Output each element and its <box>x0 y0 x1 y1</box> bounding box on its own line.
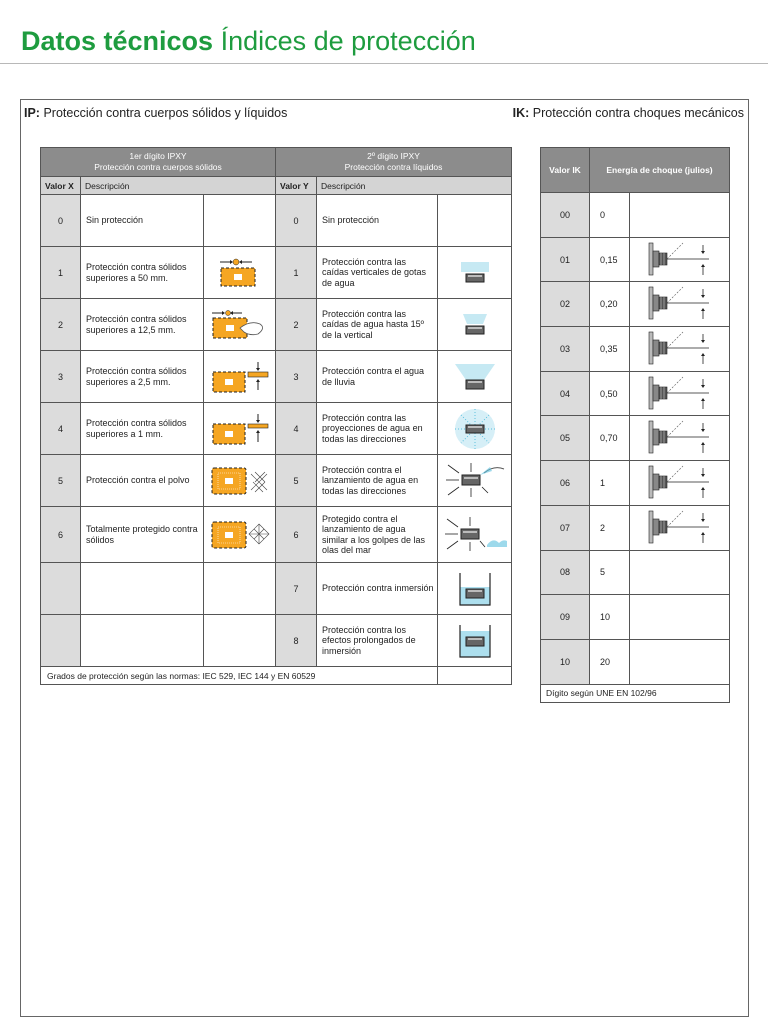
y-value: 8 <box>276 615 317 667</box>
title-bold: Datos técnicos <box>21 26 214 56</box>
ik-row <box>541 505 730 550</box>
ip-footnote: Grados de protección según las normas: IEC 529, IEC 144 y EN 60529 <box>41 667 438 685</box>
x-icon-cell <box>204 455 276 507</box>
y-desc: Sin protección <box>317 195 438 247</box>
ik-row <box>541 595 730 640</box>
y-icon-cell <box>438 563 512 615</box>
ik-value: 05 <box>541 416 590 461</box>
ik-section-heading <box>513 106 744 120</box>
ik-energy: 5 <box>590 550 630 595</box>
ik-icon-cell <box>630 327 730 372</box>
y-desc: Protegido contra el lanzamiento de agua similar a los golpes de las olas del mar <box>317 507 438 563</box>
y-icon-cell <box>438 455 512 507</box>
y-icon-cell <box>438 351 512 403</box>
rain-icon <box>452 360 498 394</box>
table-row <box>41 299 512 351</box>
y-desc: Protección contra las proyecciones de agua en todas las direcciones <box>317 403 438 455</box>
title-divider <box>0 63 768 64</box>
x-icon-cell <box>204 563 276 615</box>
x-desc: Protección contra el polvo <box>81 455 204 507</box>
ik-energy: 1 <box>590 461 630 506</box>
x-icon-cell <box>204 247 276 299</box>
y-value: 4 <box>276 403 317 455</box>
impact-hammer-icon <box>647 330 713 368</box>
impact-hammer-icon <box>647 509 713 547</box>
x-value: 5 <box>41 455 81 507</box>
y-icon-cell <box>438 507 512 563</box>
y-value: 0 <box>276 195 317 247</box>
ik-energy: 0,20 <box>590 282 630 327</box>
ik-row <box>541 639 730 684</box>
table-row <box>41 507 512 563</box>
ip-footnote-spacer <box>438 667 512 685</box>
ik-value: 03 <box>541 327 590 372</box>
ik-footnote: Dígito según UNE EN 102/96 <box>541 684 730 702</box>
table-row <box>41 403 512 455</box>
x-value: 0 <box>41 195 81 247</box>
ik-energy: 0,50 <box>590 371 630 416</box>
impact-hammer-icon <box>647 285 713 323</box>
ik-value: 08 <box>541 550 590 595</box>
ik-icon-cell <box>630 550 730 595</box>
ik-energy: 2 <box>590 505 630 550</box>
ip-col2-title-2: Protección contra líquidos <box>344 162 443 172</box>
y-value: 3 <box>276 351 317 403</box>
ik-row <box>541 461 730 506</box>
y-desc: Protección contra inmersión <box>317 563 438 615</box>
title-light: Índices de protección <box>220 26 476 56</box>
ik-energy: 0,70 <box>590 416 630 461</box>
ik-table <box>540 147 730 703</box>
x-desc: Protección contra sólidos superiores a 1 mm. <box>81 403 204 455</box>
y-desc: Protección contra el lanzamiento de agua en todas las direcciones <box>317 455 438 507</box>
ik-icon-cell <box>630 416 730 461</box>
x-desc: Protección contra sólidos superiores a 2,5 mm. <box>81 351 204 403</box>
ik-icon-cell <box>630 237 730 282</box>
ik-icon-cell <box>630 595 730 640</box>
table-row <box>41 563 512 615</box>
x-desc: Protección contra sólidos superiores a 12,5 mm. <box>81 299 204 351</box>
y-desc: Protección contra el agua de lluvia <box>317 351 438 403</box>
y-icon-cell <box>438 299 512 351</box>
table-row <box>41 247 512 299</box>
solid-2mm-icon <box>210 360 270 394</box>
ik-icon-cell <box>630 282 730 327</box>
ik-value: 06 <box>541 461 590 506</box>
ik-row <box>541 282 730 327</box>
x-value: 1 <box>41 247 81 299</box>
ip-col1-title-2: Protección contra cuerpos sólidos <box>94 162 222 172</box>
y-value: 1 <box>276 247 317 299</box>
ik-energy: 10 <box>590 595 630 640</box>
ik-valor-header: Valor IK <box>541 148 590 193</box>
ik-label-text: Protección contra choques mecánicos <box>532 106 744 120</box>
ik-energy: 0,15 <box>590 237 630 282</box>
ik-row <box>541 416 730 461</box>
y-value: 2 <box>276 299 317 351</box>
dust-icon <box>209 464 271 498</box>
ip-col1-title-1: 1er dígito IPXY <box>129 151 187 161</box>
x-icon-cell <box>204 507 276 563</box>
x-icon-cell <box>204 403 276 455</box>
ip-col2-title-1: 2º dígito IPXY <box>367 151 420 161</box>
ik-value: 01 <box>541 237 590 282</box>
ik-energy: 20 <box>590 639 630 684</box>
drops-15deg-icon <box>455 310 495 340</box>
y-value: 7 <box>276 563 317 615</box>
ik-row <box>541 193 730 238</box>
water-jet-icon <box>444 461 506 501</box>
x-desc <box>81 615 204 667</box>
x-desc: Totalmente protegido contra sólidos <box>81 507 204 563</box>
table-row <box>41 615 512 667</box>
x-desc: Protección contra sólidos superiores a 50 mm. <box>81 247 204 299</box>
impact-hammer-icon <box>647 419 713 457</box>
x-value: 6 <box>41 507 81 563</box>
x-desc: Sin protección <box>81 195 204 247</box>
ip-section-heading <box>24 106 287 120</box>
y-icon-cell <box>438 615 512 667</box>
ik-value: 00 <box>541 193 590 238</box>
solid-1mm-icon <box>210 412 270 446</box>
y-icon-cell <box>438 195 512 247</box>
y-value: 5 <box>276 455 317 507</box>
prolonged-immersion-icon <box>455 621 495 661</box>
splash-all-directions-icon <box>452 407 498 451</box>
ik-icon-cell <box>630 193 730 238</box>
ik-row <box>541 371 730 416</box>
waves-icon <box>443 515 507 555</box>
desc-y-header: Descripción <box>317 177 512 195</box>
ip-col2-header <box>276 148 512 177</box>
ik-energy: 0,35 <box>590 327 630 372</box>
table-row <box>41 195 512 247</box>
ik-energia-header: Energía de choque (julios) <box>590 148 730 193</box>
ik-row <box>541 550 730 595</box>
x-value: 2 <box>41 299 81 351</box>
ik-icon-cell <box>630 371 730 416</box>
x-value: 4 <box>41 403 81 455</box>
x-value: 3 <box>41 351 81 403</box>
impact-hammer-icon <box>647 464 713 502</box>
y-desc: Protección contra los efectos prolongados de inmersión <box>317 615 438 667</box>
solid-12mm-icon <box>210 308 270 342</box>
valor-x-header: Valor X <box>41 177 81 195</box>
x-value <box>41 615 81 667</box>
ip-table <box>40 147 512 685</box>
ik-icon-cell <box>630 461 730 506</box>
desc-x-header: Descripción <box>81 177 276 195</box>
ik-icon-cell <box>630 639 730 684</box>
ik-energy: 0 <box>590 193 630 238</box>
ik-value: 09 <box>541 595 590 640</box>
solid-50mm-icon <box>218 258 262 288</box>
y-desc: Protección contra las caídas verticales de gotas de agua <box>317 247 438 299</box>
ip-col1-header <box>41 148 276 177</box>
x-icon-cell <box>204 615 276 667</box>
table-row <box>41 351 512 403</box>
ik-icon-cell <box>630 505 730 550</box>
ik-label: IK: <box>512 106 530 120</box>
ip-label: IP: <box>24 106 40 120</box>
ik-row <box>541 237 730 282</box>
impact-hammer-icon <box>647 375 713 413</box>
x-icon-cell <box>204 351 276 403</box>
ik-value: 04 <box>541 371 590 416</box>
y-desc: Protección contra las caídas de agua hasta 15º de la vertical <box>317 299 438 351</box>
x-value <box>41 563 81 615</box>
vertical-drops-icon <box>455 258 495 288</box>
ik-value: 02 <box>541 282 590 327</box>
ik-row <box>541 327 730 372</box>
x-icon-cell <box>204 195 276 247</box>
table-row <box>41 455 512 507</box>
ip-label-text: Protección contra cuerpos sólidos y líquidos <box>43 106 288 120</box>
y-icon-cell <box>438 247 512 299</box>
y-icon-cell <box>438 403 512 455</box>
immersion-icon <box>455 569 495 609</box>
dust-tight-icon <box>209 518 271 552</box>
y-value: 6 <box>276 507 317 563</box>
ik-value: 07 <box>541 505 590 550</box>
impact-hammer-icon <box>647 241 713 279</box>
page-title <box>21 26 476 57</box>
x-desc <box>81 563 204 615</box>
ik-value: 10 <box>541 639 590 684</box>
valor-y-header: Valor Y <box>276 177 317 195</box>
x-icon-cell <box>204 299 276 351</box>
